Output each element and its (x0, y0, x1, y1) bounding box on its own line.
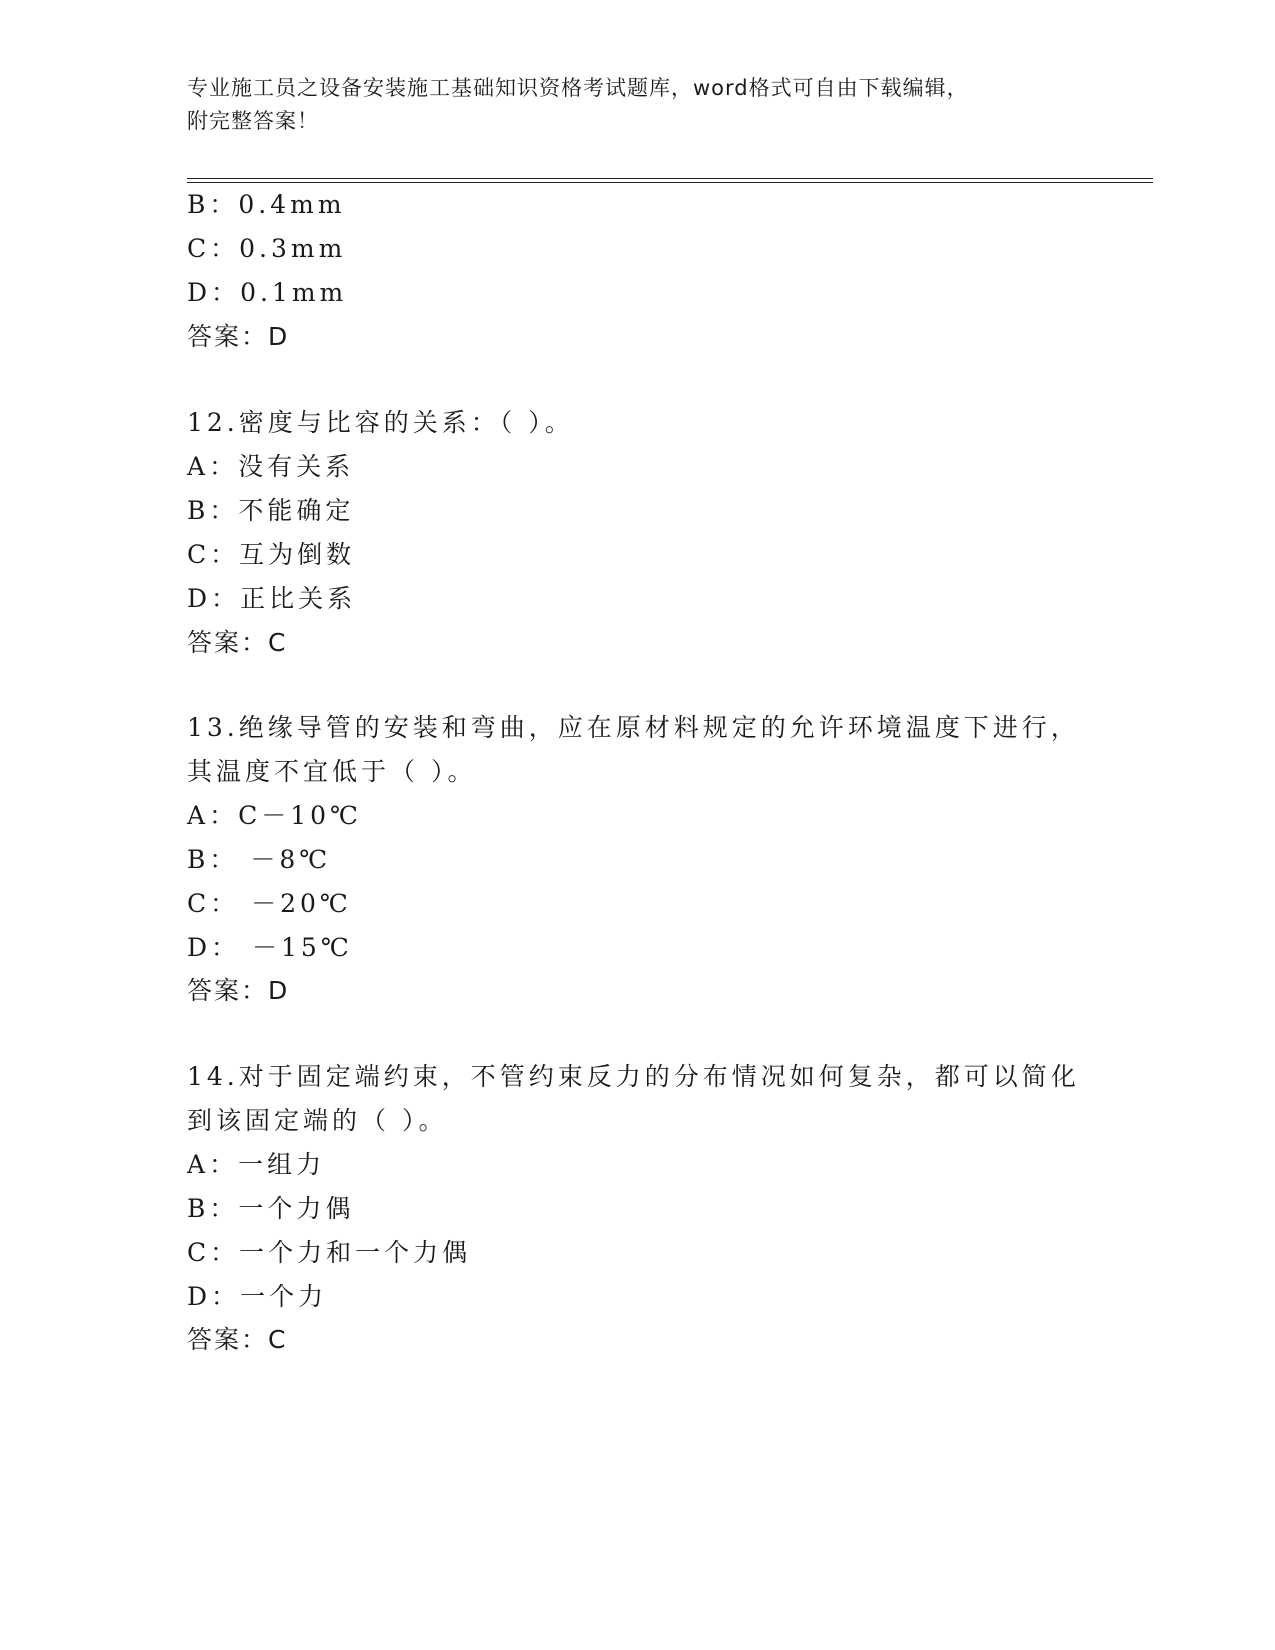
q13-stem-line-1: 13.绝缘导管的安装和弯曲，应在原材料规定的允许环境温度下进行， (187, 713, 1080, 742)
option-text: 0.4mm (238, 190, 346, 219)
q13-option-c: C： －20℃ (187, 889, 352, 918)
q13-answer: 答案：D (187, 976, 290, 1005)
q14-option-d: D：一个力 (187, 1282, 328, 1311)
q11-option-b: B：0.4mm (187, 190, 346, 219)
header-line-2: 附完整答案！ (187, 109, 319, 133)
q14-option-c: C：一个力和一个力偶 (187, 1238, 472, 1267)
option-key: C (187, 540, 211, 569)
q12-option-d: D：正比关系 (187, 584, 357, 613)
option-key: B (187, 190, 210, 219)
q11-option-c: C：0.3mm (187, 234, 347, 263)
q11-option-d: D：0.1mm (187, 278, 348, 307)
q14-answer: 答案：C (187, 1325, 288, 1354)
option-key: A (187, 452, 210, 481)
option-key: C (187, 1238, 211, 1267)
option-key: D (187, 1282, 212, 1311)
q13-option-d: D： －15℃ (187, 933, 353, 962)
option-key: D (187, 278, 212, 307)
q13-option-b: B： －8℃ (187, 845, 332, 874)
option-text: 一个力偶 (238, 1194, 355, 1223)
header-divider-top (187, 178, 1153, 179)
option-text: －8℃ (238, 845, 332, 874)
q14-option-a: A：一组力 (187, 1150, 326, 1179)
option-text: C－10℃ (238, 801, 362, 830)
option-text: 0.3mm (239, 234, 347, 263)
option-text: 一个力和一个力偶 (239, 1238, 472, 1267)
option-key: B (187, 1194, 210, 1223)
option-text: 0.1mm (240, 278, 348, 307)
header-divider-bottom (187, 182, 1153, 183)
option-key: A (187, 801, 210, 830)
option-key: B (187, 845, 210, 874)
option-text: －15℃ (240, 933, 353, 962)
q14-option-b: B：一个力偶 (187, 1194, 355, 1223)
header-line-1: 专业施工员之设备安装施工基础知识资格考试题库，word格式可自由下载编辑， (187, 76, 969, 100)
q14-stem-line-1: 14.对于固定端约束，不管约束反力的分布情况如何复杂，都可以简化 (187, 1062, 1080, 1091)
option-text: 一个力 (240, 1282, 328, 1311)
option-text: 正比关系 (240, 584, 357, 613)
option-key: B (187, 496, 210, 525)
document-header (187, 72, 1087, 138)
option-text: －20℃ (239, 889, 352, 918)
option-key: C (187, 234, 211, 263)
q12-answer: 答案：C (187, 628, 288, 657)
option-text: 一组力 (238, 1150, 326, 1179)
q14-stem-line-2: 到该固定端的（ ）。 (187, 1106, 448, 1135)
option-text: 不能确定 (238, 496, 355, 525)
q12-option-a: A：没有关系 (187, 452, 355, 481)
option-key: C (187, 889, 211, 918)
option-key: A (187, 1150, 210, 1179)
q13-option-a: A：C－10℃ (187, 801, 362, 830)
q13-stem-line-2: 其温度不宜低于（ ）。 (187, 757, 477, 786)
q12-option-b: B：不能确定 (187, 496, 355, 525)
q11-answer: 答案：D (187, 322, 290, 351)
q12-stem: 12.密度与比容的关系：（ ）。 (187, 408, 574, 437)
option-text: 互为倒数 (239, 540, 356, 569)
option-key: D (187, 933, 212, 962)
option-text: 没有关系 (238, 452, 355, 481)
option-key: D (187, 584, 212, 613)
q12-option-c: C：互为倒数 (187, 540, 356, 569)
